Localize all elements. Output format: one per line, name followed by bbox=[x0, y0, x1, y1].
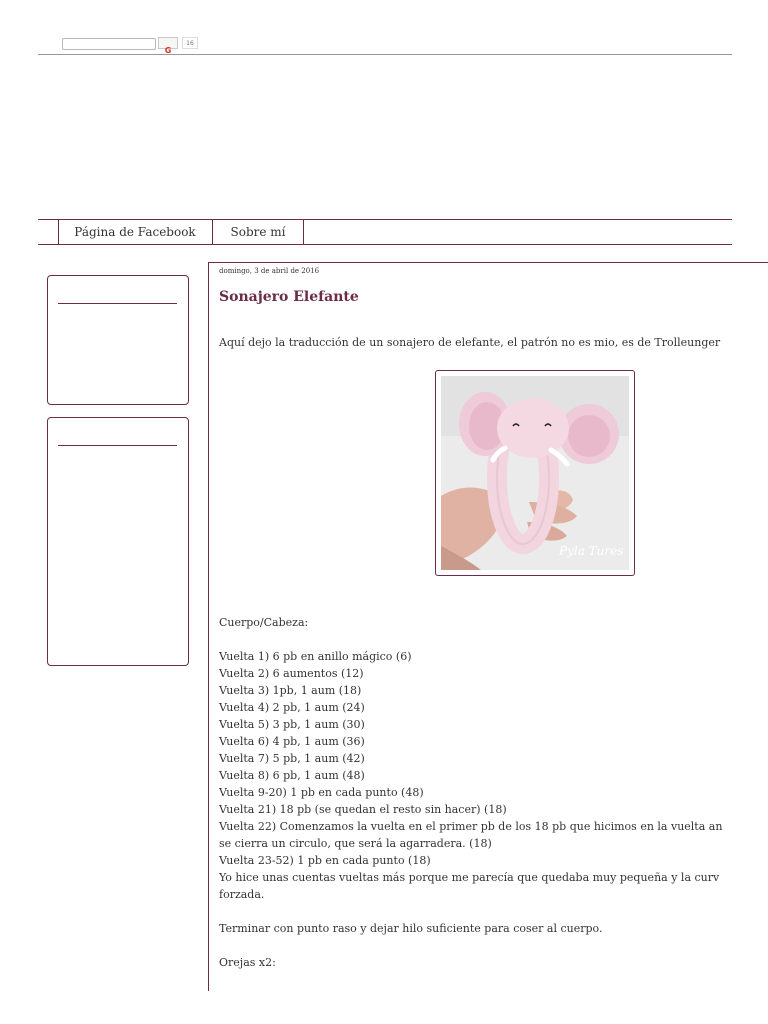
text-line: Vuelta 23-52) 1 pb en cada punto (18) bbox=[219, 854, 431, 867]
text-line: Cuerpo/Cabeza: bbox=[219, 616, 309, 629]
sidebar-widget bbox=[47, 417, 189, 666]
top-search-bar bbox=[38, 30, 732, 55]
blog-post bbox=[208, 262, 768, 991]
image-watermark: Pyla Tures bbox=[559, 544, 624, 558]
text-line: Vuelta 6) 4 pb, 1 aum (36) bbox=[219, 735, 365, 748]
elephant-rattle-illustration bbox=[441, 376, 629, 570]
tab-about-me[interactable]: Sobre mí bbox=[213, 220, 304, 244]
text-line: Vuelta 7) 5 pb, 1 aum (42) bbox=[219, 752, 365, 765]
text-line: Orejas x2: bbox=[219, 956, 276, 969]
text-line: Vuelta 1) 6 pb en anillo mágico (6) bbox=[219, 650, 412, 663]
text-line: Yo hice unas cuentas vueltas más porque me parecía que quedaba muy pequeña y la curv bbox=[219, 871, 720, 884]
search-button[interactable] bbox=[158, 37, 178, 55]
text-line: Vuelta 8) 6 pb, 1 aum (48) bbox=[219, 769, 365, 782]
page-tabs-nav bbox=[38, 219, 732, 245]
widget-title-divider bbox=[58, 303, 177, 304]
text-line: Vuelta 4) 2 pb, 1 aum (24) bbox=[219, 701, 365, 714]
text-line: Vuelta 3) 1pb, 1 aum (18) bbox=[219, 684, 362, 697]
text-line: Vuelta 21) 18 pb (se quedan el resto sin hacer) (18) bbox=[219, 803, 507, 816]
count-badge: 16 bbox=[182, 37, 198, 49]
text-line: Vuelta 5) 3 pb, 1 aum (30) bbox=[219, 718, 365, 731]
text-line: forzada. bbox=[219, 888, 265, 901]
elephant-rattle-photo bbox=[441, 376, 629, 570]
text-line bbox=[219, 937, 722, 954]
post-body bbox=[219, 614, 722, 971]
text-line: Vuelta 2) 6 aumentos (12) bbox=[219, 667, 364, 680]
post-intro: Aquí dejo la traducción de un sonajero de elefante, el patrón no es mio, es de Trolleunger bbox=[219, 336, 721, 349]
post-title[interactable]: Sonajero Elefante bbox=[219, 289, 359, 305]
search-input[interactable] bbox=[62, 38, 156, 50]
text-line bbox=[219, 903, 722, 920]
text-line: Terminar con punto raso y dejar hilo suficiente para coser al cuerpo. bbox=[219, 922, 603, 935]
text-line: se cierra un circulo, que será la agarradera. (18) bbox=[219, 837, 492, 850]
tab-facebook-page[interactable]: Página de Facebook bbox=[58, 220, 213, 244]
text-line bbox=[219, 631, 722, 648]
widget-title-divider bbox=[58, 445, 177, 446]
post-image-frame[interactable] bbox=[435, 370, 635, 576]
text-line: Vuelta 9-20) 1 pb en cada punto (48) bbox=[219, 786, 424, 799]
google-icon: G bbox=[164, 46, 172, 55]
text-line: Vuelta 22) Comenzamos la vuelta en el primer pb de los 18 pb que hicimos en la vuelta an bbox=[219, 820, 723, 833]
sidebar-widget bbox=[47, 275, 189, 405]
post-date: domingo, 3 de abril de 2016 bbox=[219, 267, 320, 275]
